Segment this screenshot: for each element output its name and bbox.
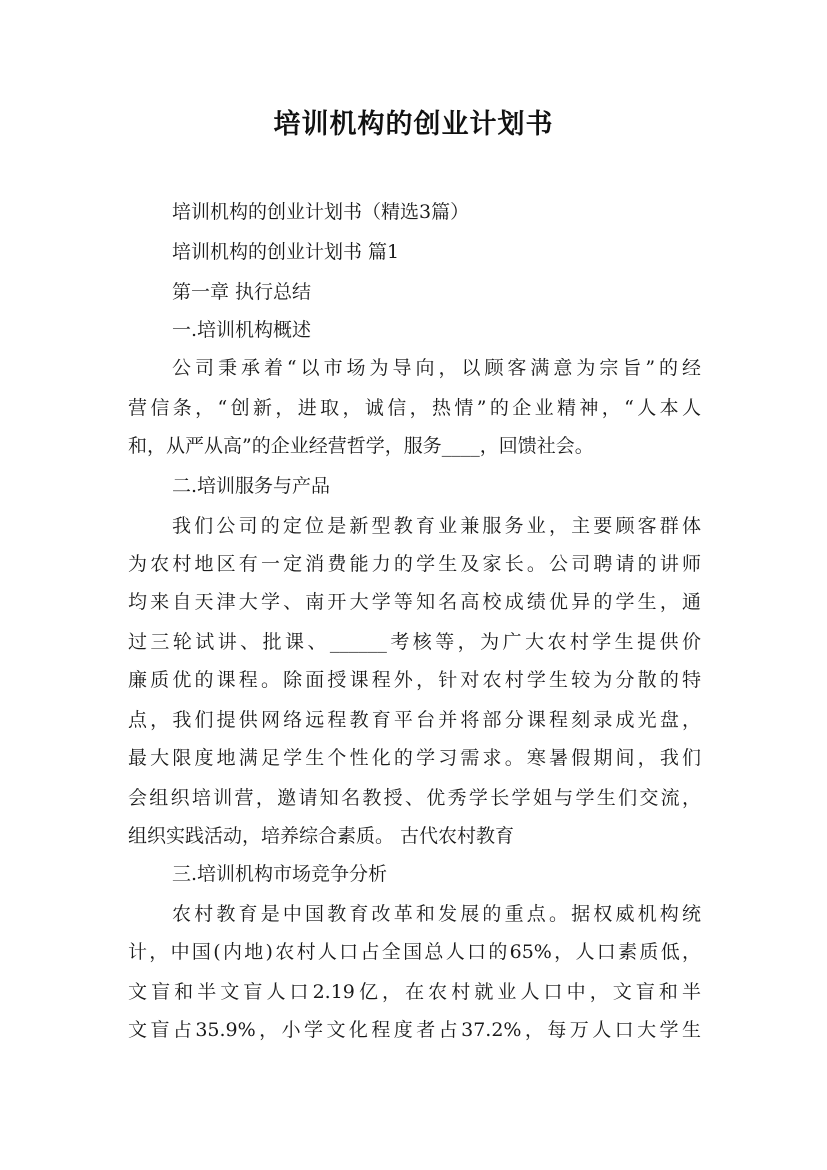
- paragraph-line: 廉质优的课程。除面授课程外，针对农村学生较为分散的特: [128, 669, 701, 691]
- paragraph-line: 公司秉承着“以市场为导向，以顾客满意为宗旨”的经: [172, 357, 701, 379]
- paragraph-line: 文盲和半文盲人口2.19亿，在农村就业人口中，文盲和半: [128, 981, 701, 1003]
- paragraph-line: 和，从严从高”的企业经营哲学，服务____，回馈社会。: [128, 435, 594, 457]
- paragraph-line: 组织实践活动，培养综合素质。 古代农村教育: [128, 825, 515, 847]
- paragraph-line: 营信条，“创新，进取，诚信，热情”的企业精神，“人本人: [128, 397, 701, 419]
- document-title: 培训机构的创业计划书: [273, 109, 554, 140]
- paragraph-line: 计，中国(内地)农村人口占全国总人口的65%，人口素质低，: [128, 941, 701, 963]
- paragraph-line: 文盲占35.9%，小学文化程度者占37.2%，每万人口大学生: [128, 1019, 701, 1041]
- chapter-heading: 第一章 执行总结: [172, 281, 312, 303]
- paragraph-line: 会组织培训营，邀请知名教授、优秀学长学姐与学生们交流，: [128, 787, 701, 809]
- paragraph-line: 我们公司的定位是新型教育业兼服务业，主要顾客群体: [172, 515, 701, 537]
- paragraph-line: 农村教育是中国教育改革和发展的重点。据权威机构统: [172, 903, 701, 925]
- paragraph-line: 点，我们提供网络远程教育平台并将部分课程刻录成光盘，: [128, 709, 701, 731]
- section-heading: 一.培训机构概述: [172, 319, 312, 341]
- subtitle-line: 培训机构的创业计划书（精选3篇）: [172, 201, 470, 223]
- paragraph-line: 为农村地区有一定消费能力的学生及家长。公司聘请的讲师: [128, 553, 701, 575]
- paragraph-line: 均来自天津大学、南开大学等知名高校成绩优异的学生，通: [128, 591, 701, 613]
- section-heading: 二.培训服务与产品: [172, 475, 331, 497]
- paragraph-line: 最大限度地满足学生个性化的学习需求。寒暑假期间，我们: [128, 747, 701, 769]
- paragraph-line: 过三轮试讲、批课、______考核等，为广大农村学生提供价: [128, 631, 701, 653]
- section-heading: 三.培训机构市场竞争分析: [172, 863, 388, 885]
- article-heading: 培训机构的创业计划书 篇1: [172, 241, 400, 263]
